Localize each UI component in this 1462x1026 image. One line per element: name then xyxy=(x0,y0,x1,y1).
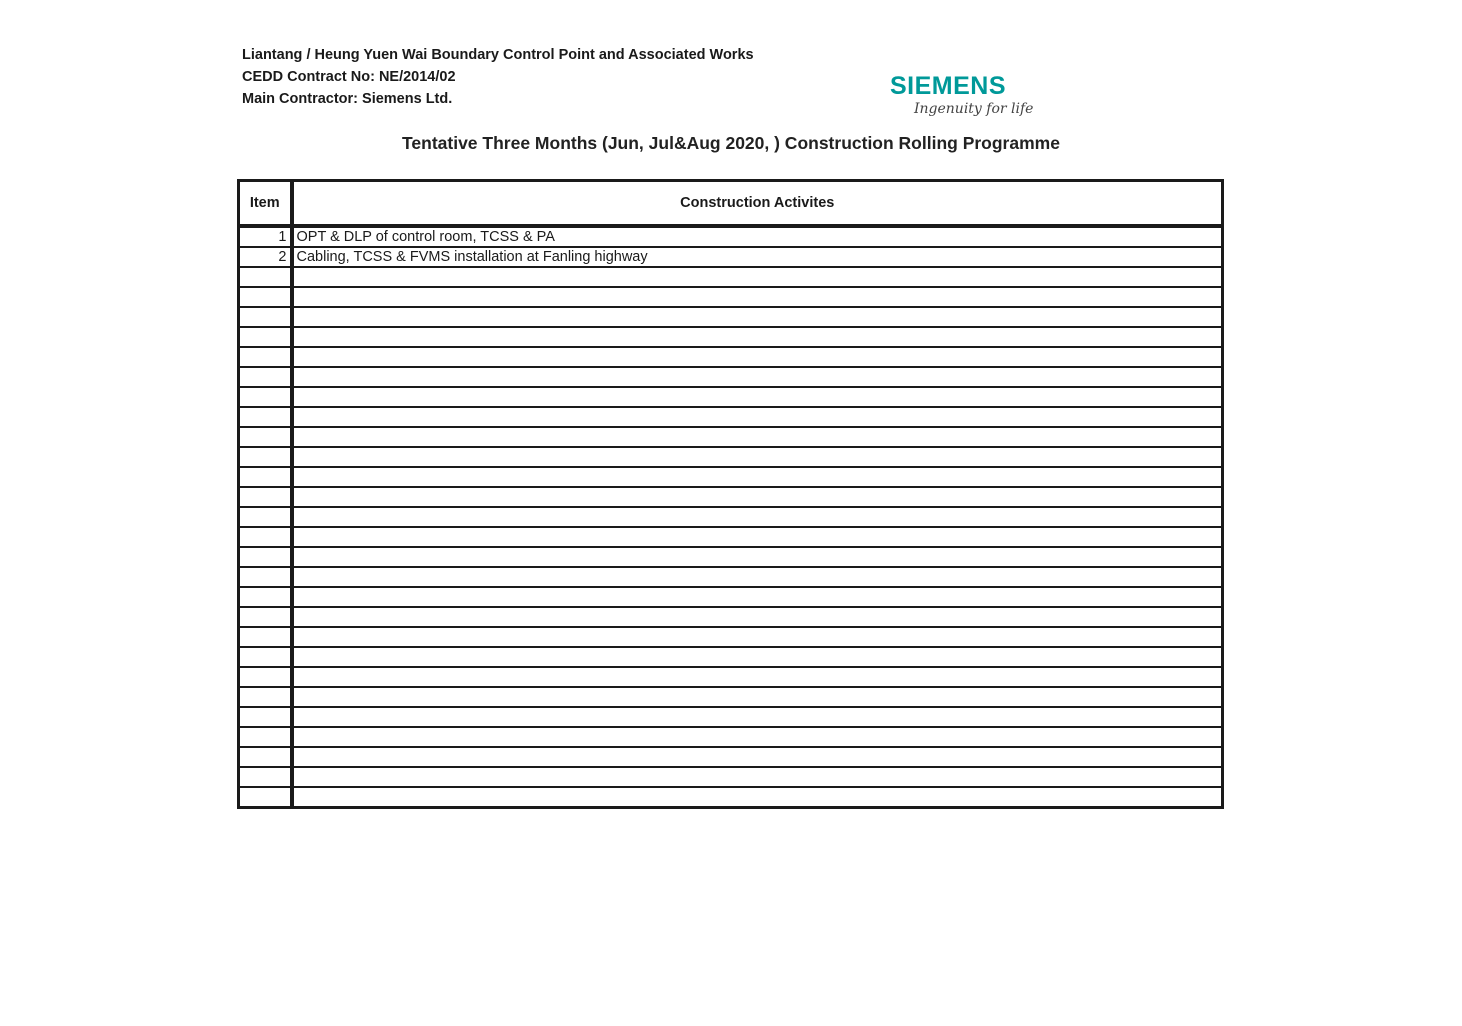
main-contractor: Main Contractor: Siemens Ltd. xyxy=(242,91,453,107)
activity-cell xyxy=(292,267,1223,287)
table-row xyxy=(239,607,1223,627)
item-number-cell xyxy=(239,507,292,527)
item-number-cell xyxy=(239,587,292,607)
activity-cell xyxy=(292,327,1223,347)
activity-cell xyxy=(292,787,1223,808)
activity-cell: OPT & DLP of control room, TCSS & PA xyxy=(292,226,1223,247)
item-number-cell xyxy=(239,527,292,547)
logo-wordmark: SIEMENS xyxy=(890,72,1007,100)
item-number-cell: 1 xyxy=(239,226,292,247)
column-header-item: Item xyxy=(239,181,292,227)
table-row xyxy=(239,667,1223,687)
item-number-cell xyxy=(239,627,292,647)
item-number-cell xyxy=(239,327,292,347)
activity-cell xyxy=(292,487,1223,507)
item-number-cell xyxy=(239,787,292,808)
table-row xyxy=(239,327,1223,347)
table-row xyxy=(239,767,1223,787)
activity-cell xyxy=(292,607,1223,627)
activity-cell xyxy=(292,707,1223,727)
table-row xyxy=(239,787,1223,808)
activity-cell xyxy=(292,747,1223,767)
activity-cell xyxy=(292,427,1223,447)
activity-cell xyxy=(292,567,1223,587)
table-row xyxy=(239,407,1223,427)
table-header-row xyxy=(239,181,1223,227)
table-row xyxy=(239,467,1223,487)
activity-cell xyxy=(292,687,1223,707)
activity-cell xyxy=(292,667,1223,687)
item-number-cell xyxy=(239,687,292,707)
programme-title: Tentative Three Months (Jun, Jul&Aug 2020, ) Construction Rolling Programme xyxy=(402,133,1060,153)
contract-number: CEDD Contract No: NE/2014/02 xyxy=(242,69,456,85)
item-number-cell xyxy=(239,387,292,407)
table-row xyxy=(239,747,1223,767)
item-number-cell xyxy=(239,407,292,427)
activity-cell xyxy=(292,347,1223,367)
table-row xyxy=(239,387,1223,407)
project-name: Liantang / Heung Yuen Wai Boundary Control Point and Associated Works xyxy=(242,47,754,63)
item-number-cell xyxy=(239,287,292,307)
table-row xyxy=(239,347,1223,367)
item-number-cell xyxy=(239,347,292,367)
item-number-cell xyxy=(239,727,292,747)
item-number-cell xyxy=(239,367,292,387)
activity-cell xyxy=(292,507,1223,527)
logo-tagline: Ingenuity for life xyxy=(914,101,1034,117)
item-number-cell xyxy=(239,447,292,467)
activity-cell xyxy=(292,527,1223,547)
activity-cell: Cabling, TCSS & FVMS installation at Fanling highway xyxy=(292,247,1223,267)
activity-cell xyxy=(292,307,1223,327)
table-row xyxy=(239,687,1223,707)
table-row xyxy=(239,287,1223,307)
activity-cell xyxy=(292,547,1223,567)
table-row xyxy=(239,587,1223,607)
activity-cell xyxy=(292,367,1223,387)
activity-cell xyxy=(292,767,1223,787)
item-number-cell xyxy=(239,567,292,587)
table-row xyxy=(239,627,1223,647)
activity-cell xyxy=(292,587,1223,607)
item-number-cell xyxy=(239,707,292,727)
activity-cell xyxy=(292,447,1223,467)
table-row xyxy=(239,447,1223,467)
item-number-cell xyxy=(239,667,292,687)
table-row xyxy=(239,487,1223,507)
item-number-cell xyxy=(239,307,292,327)
siemens-logo xyxy=(890,72,1034,122)
table-body xyxy=(239,226,1223,808)
item-number-cell xyxy=(239,467,292,487)
item-number-cell xyxy=(239,607,292,627)
item-number-cell: 2 xyxy=(239,247,292,267)
table-row xyxy=(239,567,1223,587)
activity-cell xyxy=(292,287,1223,307)
table-row xyxy=(239,647,1223,667)
activity-cell xyxy=(292,727,1223,747)
table-row xyxy=(239,267,1223,287)
table-row xyxy=(239,427,1223,447)
item-number-cell xyxy=(239,487,292,507)
item-number-cell xyxy=(239,747,292,767)
activity-cell xyxy=(292,407,1223,427)
activity-cell xyxy=(292,467,1223,487)
programme-table xyxy=(237,179,1224,809)
column-header-activity: Construction Activites xyxy=(292,181,1223,227)
table-row xyxy=(239,247,1223,267)
item-number-cell xyxy=(239,767,292,787)
table-row xyxy=(239,547,1223,567)
document-header xyxy=(242,44,754,110)
table-row xyxy=(239,727,1223,747)
table-row xyxy=(239,507,1223,527)
item-number-cell xyxy=(239,427,292,447)
activity-cell xyxy=(292,647,1223,667)
table-row xyxy=(239,307,1223,327)
item-number-cell xyxy=(239,547,292,567)
table-row xyxy=(239,367,1223,387)
table-row xyxy=(239,527,1223,547)
table-row xyxy=(239,707,1223,727)
item-number-cell xyxy=(239,647,292,667)
item-number-cell xyxy=(239,267,292,287)
activity-cell xyxy=(292,387,1223,407)
activity-cell xyxy=(292,627,1223,647)
table-row xyxy=(239,226,1223,247)
